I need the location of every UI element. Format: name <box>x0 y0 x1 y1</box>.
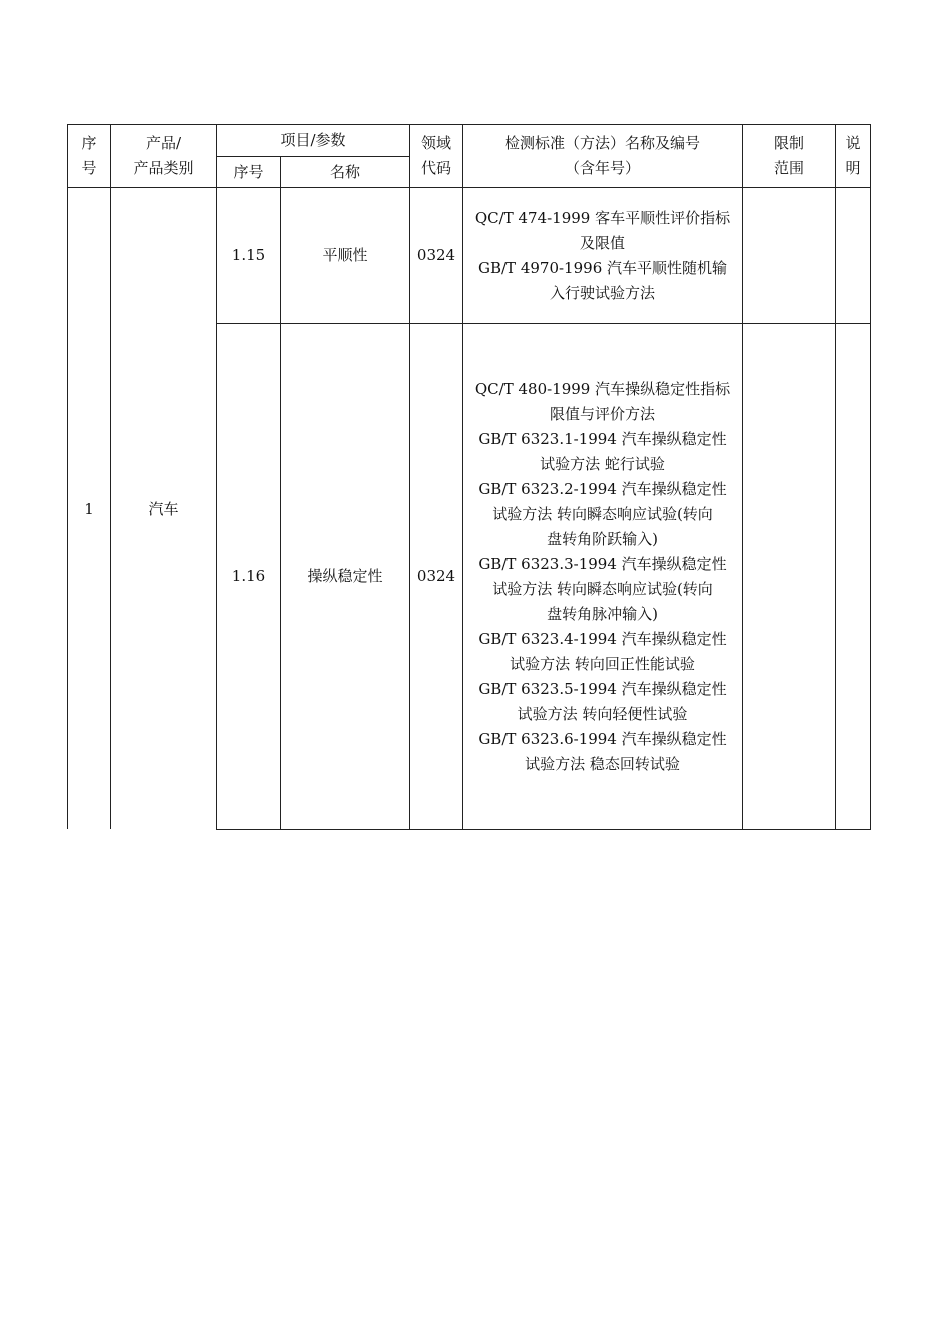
row-2-domain-code-value: 0324 <box>416 567 456 585</box>
header-domain-line2: 代码 <box>420 159 451 177</box>
row-1-domain-code-value: 0324 <box>416 246 456 264</box>
header-product-line2: 产品类别 <box>133 159 194 177</box>
header-standard-line1: 检测标准（方法）名称及编号 <box>504 134 700 152</box>
header-product-line1: 产品/ <box>145 134 182 152</box>
header-limit-line1: 限制 <box>773 134 804 152</box>
header-note <box>836 125 870 187</box>
standard-line: QC/T 480-1999 汽车操纵稳定性指标 <box>474 379 731 398</box>
table-row-2-item-name <box>281 324 409 829</box>
table-row-2-note <box>836 324 870 829</box>
standard-line: GB/T 6323.5-1994 汽车操纵稳定性 <box>478 679 727 698</box>
header-note-line2: 明 <box>845 159 861 177</box>
group-product <box>111 188 216 830</box>
header-item-name-label: 名称 <box>329 162 360 181</box>
standard-line: GB/T 6323.2-1994 汽车操纵稳定性 <box>478 479 727 498</box>
table-row-2-domain-code <box>410 324 462 829</box>
standard-line: GB/T 4970-1996 汽车平顺性随机输 <box>477 258 728 277</box>
header-item-seq-label: 序号 <box>233 162 264 181</box>
standard-line: 试验方法 蛇行试验 <box>540 454 665 473</box>
standard-line: QC/T 474-1999 客车平顺性评价指标 <box>474 208 731 227</box>
table-row-1-item-name <box>281 188 409 323</box>
standard-line: GB/T 6323.6-1994 汽车操纵稳定性 <box>478 729 727 748</box>
standard-line: GB/T 6323.4-1994 汽车操纵稳定性 <box>478 629 727 648</box>
header-item-param-label: 项目/参数 <box>280 131 346 149</box>
table-row-1-note <box>836 188 870 323</box>
header-item-seq <box>217 157 280 187</box>
standard-line: 及限值 <box>579 233 625 252</box>
table-row-2-item-seq <box>217 324 280 829</box>
header-domain-line1: 领域 <box>420 134 451 152</box>
table-bottom-border <box>216 829 871 830</box>
group-seq-value: 1 <box>84 499 94 518</box>
header-standard-line2: （含年号） <box>564 159 640 177</box>
header-seq <box>68 125 110 187</box>
standard-line: 试验方法 转向轻便性试验 <box>517 704 688 723</box>
header-item-name <box>281 157 409 187</box>
row-2-item-name-value: 操纵稳定性 <box>307 567 383 585</box>
row-2-item-seq-value: 1.16 <box>231 567 266 585</box>
standard-line: 入行驶试验方法 <box>549 283 655 302</box>
standard-line: 限值与评价方法 <box>549 404 655 423</box>
header-seq-line1: 序 <box>81 134 97 152</box>
standard-line: 试验方法 转向瞬态响应试验(转向 <box>492 579 713 598</box>
table-row-2-limit-range <box>743 324 835 829</box>
header-standard <box>463 125 742 187</box>
header-note-line1: 说 <box>845 134 861 152</box>
header-limit-range <box>743 125 835 187</box>
group-seq <box>68 188 110 830</box>
header-limit-line2: 范围 <box>773 159 804 177</box>
header-product <box>111 125 216 187</box>
table-row-2-standards <box>463 324 742 829</box>
standard-line: 试验方法 转向瞬态响应试验(转向 <box>492 504 713 523</box>
standard-line: 盘转角脉冲输入) <box>547 604 658 623</box>
row-1-item-name-value: 平顺性 <box>322 246 368 264</box>
standard-line: 试验方法 转向回正性能试验 <box>510 654 695 673</box>
table-row-1-domain-code <box>410 188 462 323</box>
standard-line: GB/T 6323.1-1994 汽车操纵稳定性 <box>478 429 727 448</box>
table-row-1-standards <box>463 188 742 323</box>
table-row-1-item-seq <box>217 188 280 323</box>
header-item-param <box>217 125 409 156</box>
header-seq-line2: 号 <box>81 159 97 177</box>
standard-line: 试验方法 稳态回转试验 <box>525 754 680 773</box>
col-border-right <box>870 124 871 830</box>
header-domain-code <box>410 125 462 187</box>
standard-line: GB/T 6323.3-1994 汽车操纵稳定性 <box>478 554 727 573</box>
standard-line: 盘转角阶跃输入) <box>547 529 658 548</box>
row-1-item-seq-value: 1.15 <box>231 246 266 264</box>
table-row-1-limit-range <box>743 188 835 323</box>
group-product-value: 汽车 <box>148 499 179 518</box>
